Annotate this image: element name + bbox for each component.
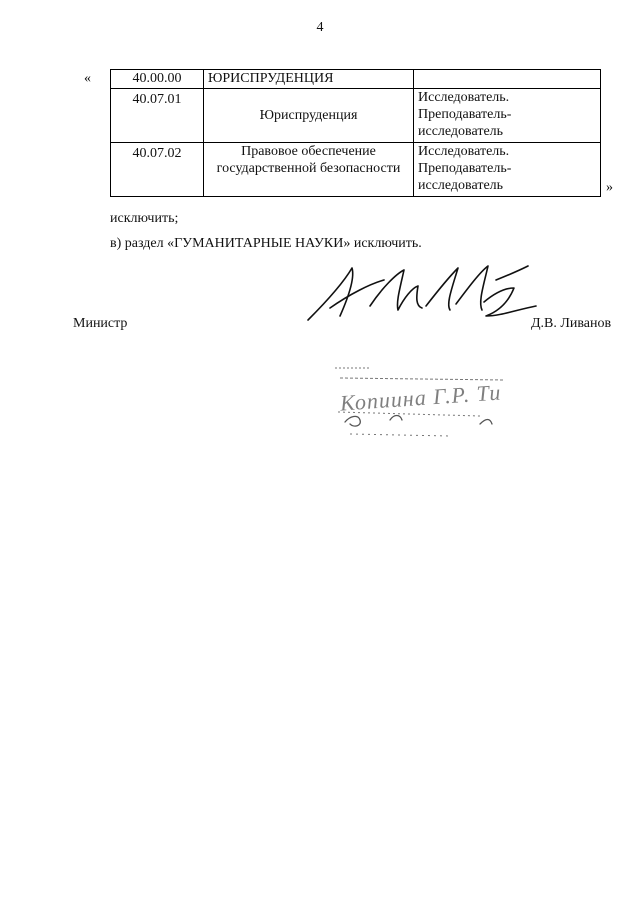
- exclude-clause: исключить;: [110, 211, 179, 226]
- qualification-line: исследователь: [418, 124, 504, 139]
- signatory-title: Министр: [73, 316, 128, 331]
- name-line: государственной безопасности: [216, 161, 401, 176]
- row-qualification: [414, 89, 601, 143]
- name-line: Правовое обеспечение: [241, 144, 376, 159]
- table-row: [111, 143, 601, 197]
- stamp-handwriting: Копиина Г.Р. Ти: [339, 379, 503, 416]
- row-code: 40.00.00: [111, 70, 204, 89]
- qualification-line: Исследователь.: [418, 90, 510, 105]
- page-number: 4: [316, 20, 324, 35]
- row-qualification: [414, 143, 601, 197]
- row-name: Юриспруденция: [204, 89, 414, 143]
- qualification-line: исследователь: [418, 178, 504, 193]
- row-qualification: [414, 70, 601, 89]
- qualification-line: Преподаватель-: [418, 107, 512, 122]
- row-code: 40.07.01: [111, 89, 204, 143]
- table-row: [111, 89, 601, 143]
- qualification-line: Преподаватель-: [418, 161, 512, 176]
- signatory-name: Д.В. Ливанов: [531, 316, 612, 331]
- handwritten-signature: [300, 258, 540, 328]
- row-name: ЮРИСПРУДЕНЦИЯ: [204, 70, 414, 89]
- row-code: 40.07.02: [111, 143, 204, 197]
- section-clause: в) раздел «ГУМАНИТАРНЫЕ НАУКИ» исключить.: [110, 236, 422, 251]
- opening-quote: «: [84, 71, 91, 86]
- closing-quote: »: [606, 180, 613, 195]
- table-row: [111, 70, 601, 89]
- specialty-table: [110, 69, 601, 197]
- qualification-line: Исследователь.: [418, 144, 510, 159]
- row-name: [204, 143, 414, 197]
